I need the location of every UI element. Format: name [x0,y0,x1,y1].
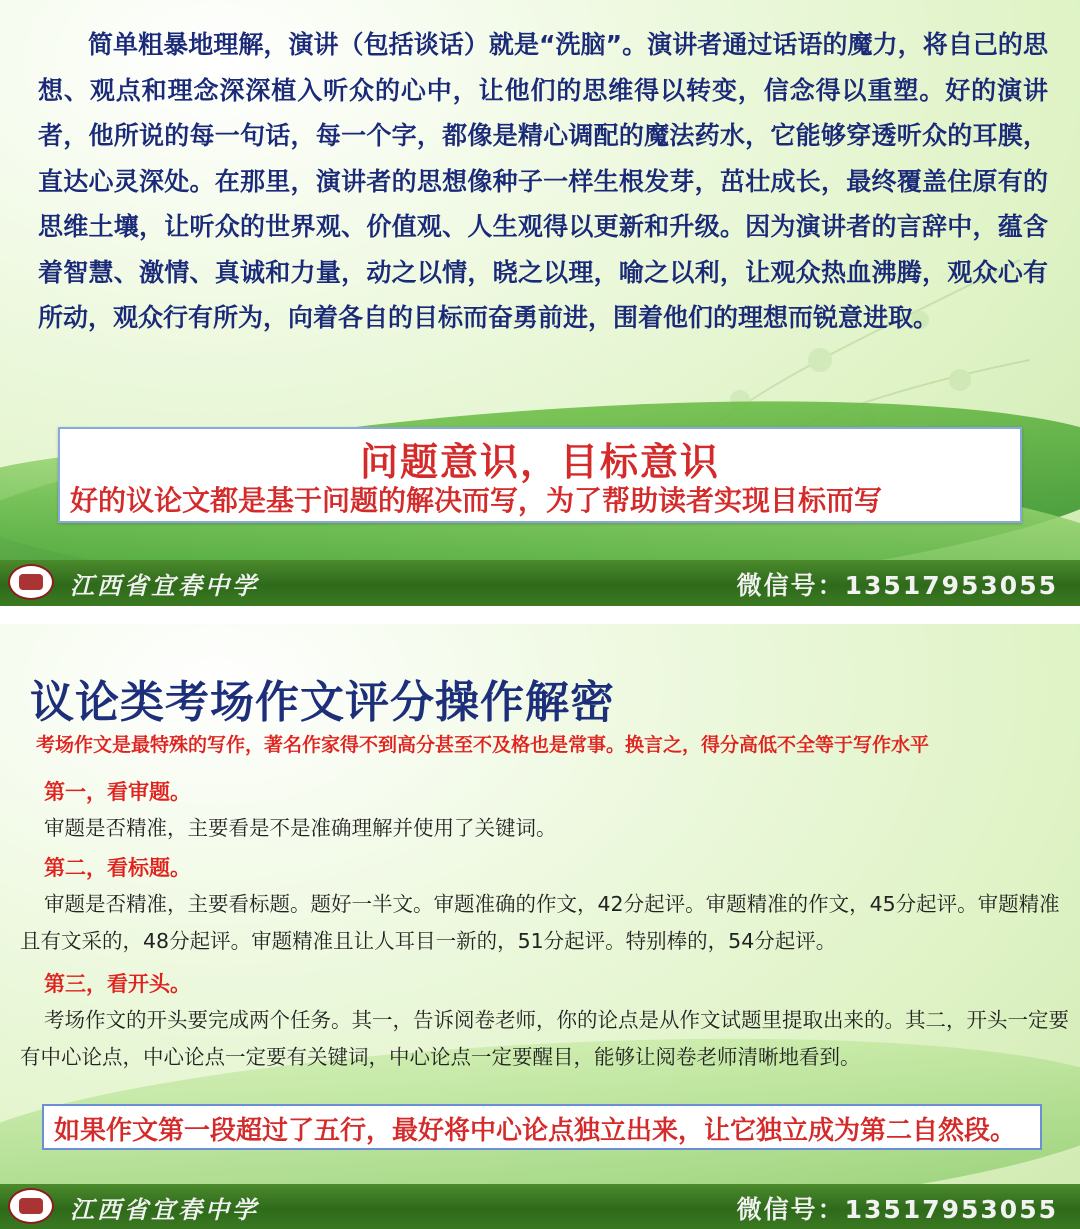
wechat-id: 微信号：13517953055 [736,1195,1058,1224]
heading-step-2: 第二，看标题。 [44,856,191,880]
slide-subtitle: 考场作文是最特殊的写作，著名作家得不到高分甚至不及格也是常事。换言之，得分高低不全等于写作水平 [36,734,930,756]
tip-callout-text: 如果作文第一段超过了五行，最好将中心论点独立出来，让它独立成为第二自然段。 [54,1116,1017,1146]
school-name: 江西省宜春中学 [70,571,259,600]
footer-bar [0,1184,1080,1229]
wechat-id: 微信号：13517953055 [736,571,1058,600]
callout-text: 好的议论文都是基于问题的解决而写，为了帮助读者实现目标而写 [70,484,883,517]
school-logo-icon [8,1188,54,1224]
footer-bar [0,560,1080,606]
callout-box [58,427,1022,523]
paragraph-step-1: 审题是否精准，主要看是不是准确理解并使用了关键词。 [44,816,557,840]
school-logo-icon [8,564,54,600]
callout-title: 问题意识，目标意识 [359,440,720,484]
slide-gap [0,606,1080,624]
slide-title: 议论类考场作文评分操作解密 [30,677,615,728]
school-name: 江西省宜春中学 [70,1195,259,1224]
slide-1 [0,0,1080,606]
tip-callout [42,1104,1042,1150]
heading-step-1: 第一，看审题。 [44,780,191,804]
paragraph-step-2: 审题是否精准，主要看标题。题好一半文。审题准确的作文，42分起评。审题精准的作文，45分起评。审题精准且有文采的，48分起评。审题精准且让人耳目一新的，51分起评。特别棒的，54分起评。 [20,892,1060,953]
paragraph-step-3: 考场作文的开头要完成两个任务。其一，告诉阅卷老师，你的论点是从作文试题里提取出来的。其二，开头一定要有中心论点，中心论点一定要有关键词，中心论点一定要醒目，能够让阅卷老师清晰地看到。 [20,1008,1069,1069]
slide-2 [0,624,1080,1229]
heading-step-3: 第三，看开头。 [44,972,191,996]
speech-paragraph: 简单粗暴地理解，演讲（包括谈话）就是“洗脑”。演讲者通过话语的魔力，将自己的思想、观点和理念深深植入听众的心中，让他们的思维得以转变，信念得以重塑。好的演讲者，他所说的每一句话，每一个字，都像是精心调配的魔法药水，它能够穿透听众的耳膜，直达心灵深处。在那里，演讲者的思想像种子一样生根发芽，茁壮成长，最终覆盖住原有的思维土壤，让听众的世界观、价值观、人生观得以更新和升级。因为演讲者的言辞中，蕴含着智慧、激情、真诚和力量，动之以情，晓之以理，喻之以利，让观众热血沸腾，观众心有所动，观众行有所为，向着各自的目标而奋勇前进，围着他们的理想而锐意进取。 [38,30,1048,332]
